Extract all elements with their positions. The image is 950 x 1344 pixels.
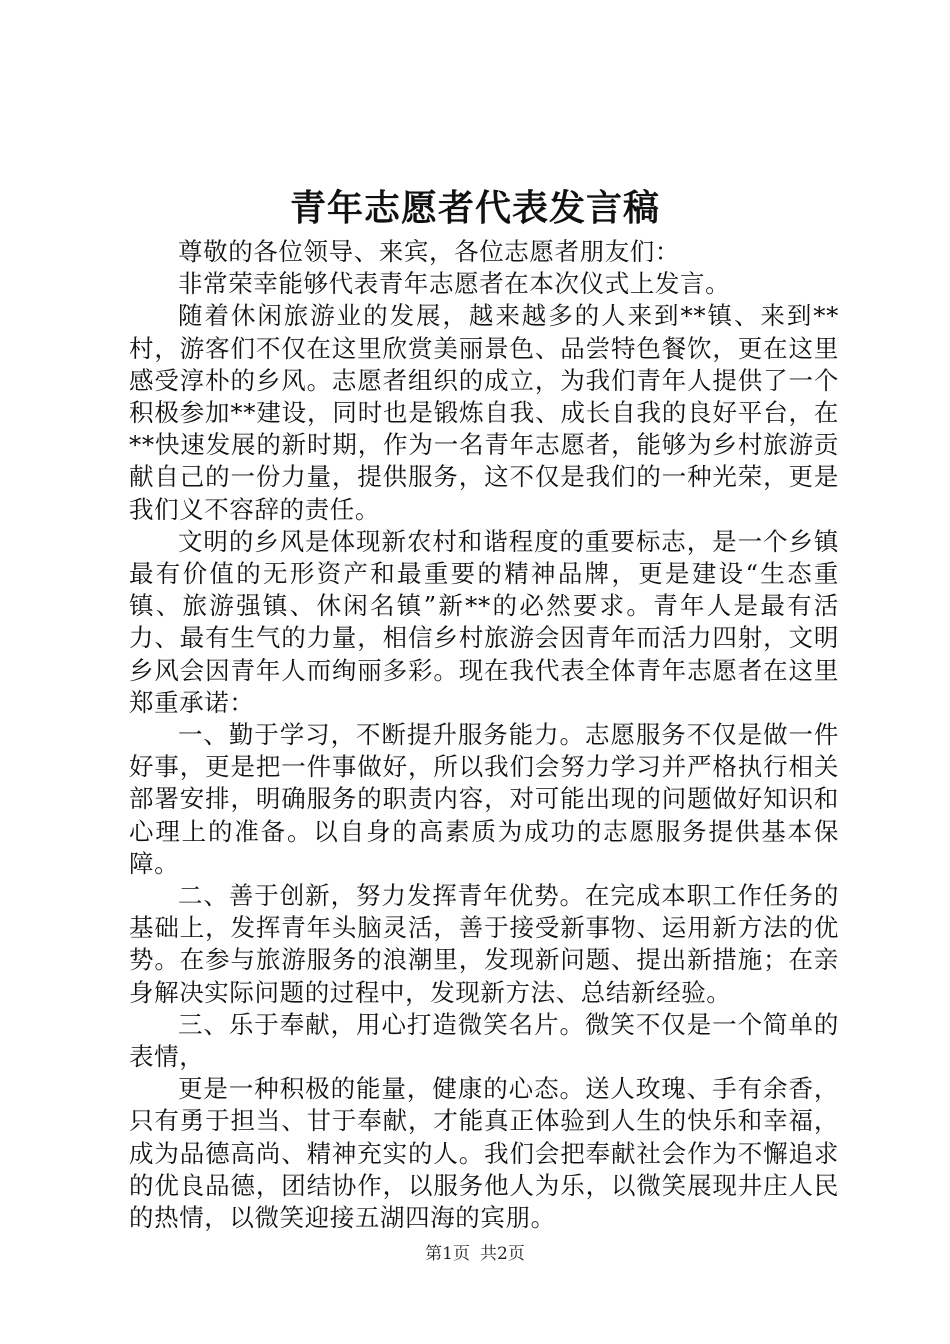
page-number-total: 共2页 <box>480 1244 525 1264</box>
paragraph-pledge-3: 三、乐于奉献，用心打造微笑名片。微笑不仅是一个简单的表情， <box>129 1009 839 1072</box>
paragraph-salutation: 尊敬的各位领导、来宾，各位志愿者朋友们： <box>178 237 680 266</box>
paragraph-civilization: 文明的乡风是体现新农村和谐程度的重要标志，是一个乡镇最有价值的无形资产和最重要的精神品牌，更是建设“生态重镇、旅游强镇、休闲名镇”新**的必然要求。青年人是最有活力、最有生气的力量，相信乡村旅游会因青年而活力四射，文明乡风会因青年人而绚丽多彩。现在我代表全体青年志愿者在这里郑重承诺： <box>129 526 839 717</box>
paragraph-pledge-2: 二、善于创新，努力发挥青年优势。在完成本职工作任务的基础上，发挥青年头脑灵活，善于接受新事物、运用新方法的优势。在参与旅游服务的浪潮里，发现新问题、提出新措施；在亲身解决实际问题的过程中，发现新方法、总结新经验。 <box>129 881 839 1007</box>
paragraph-pledge-1: 一、勤于学习，不断提升服务能力。志愿服务不仅是做一件好事，更是把一件事做好，所以我们会努力学习并严格执行相关部署安排，明确服务的职责内容，对可能出现的问题做好知识和心理上的准备。以自身的高素质为成功的志愿服务提供基本保障。 <box>129 720 839 878</box>
document-title: 青年志愿者代表发言稿 <box>289 187 660 229</box>
document-body <box>129 236 839 1234</box>
paragraph-opening: 非常荣幸能够代表青年志愿者在本次仪式上发言。 <box>178 269 731 299</box>
page-footer <box>0 1242 950 1266</box>
paragraph-pledge-3-continued: 更是一种积极的能量，健康的心态。送人玫瑰、手有余香，只有勇于担当、甘于奉献，才能真正体验到人生的快乐和幸福，成为品德高尚、精神充实的人。我们会把奉献社会作为不懈追求的优良品德，团结协作，以服务他人为乐，以微笑展现井庄人民的热情，以微笑迎接五湖四海的宾朋。 <box>129 1074 839 1233</box>
paragraph-background: 随着休闲旅游业的发展，越来越多的人来到**镇、来到**村，游客们不仅在这里欣赏美丽景色、品尝特色餐饮，更在这里感受淳朴的乡风。志愿者组织的成立，为我们青年人提供了一个积极参加**建设，同时也是锻炼自我、成长自我的良好平台，在**快速发展的新时期，作为一名青年志愿者，能够为乡村旅游贡献自己的一份力量，提供服务，这不仅是我们的一种光荣，更是我们义不容辞的责任。 <box>129 301 839 524</box>
page-number-current: 第1页 <box>425 1244 470 1264</box>
